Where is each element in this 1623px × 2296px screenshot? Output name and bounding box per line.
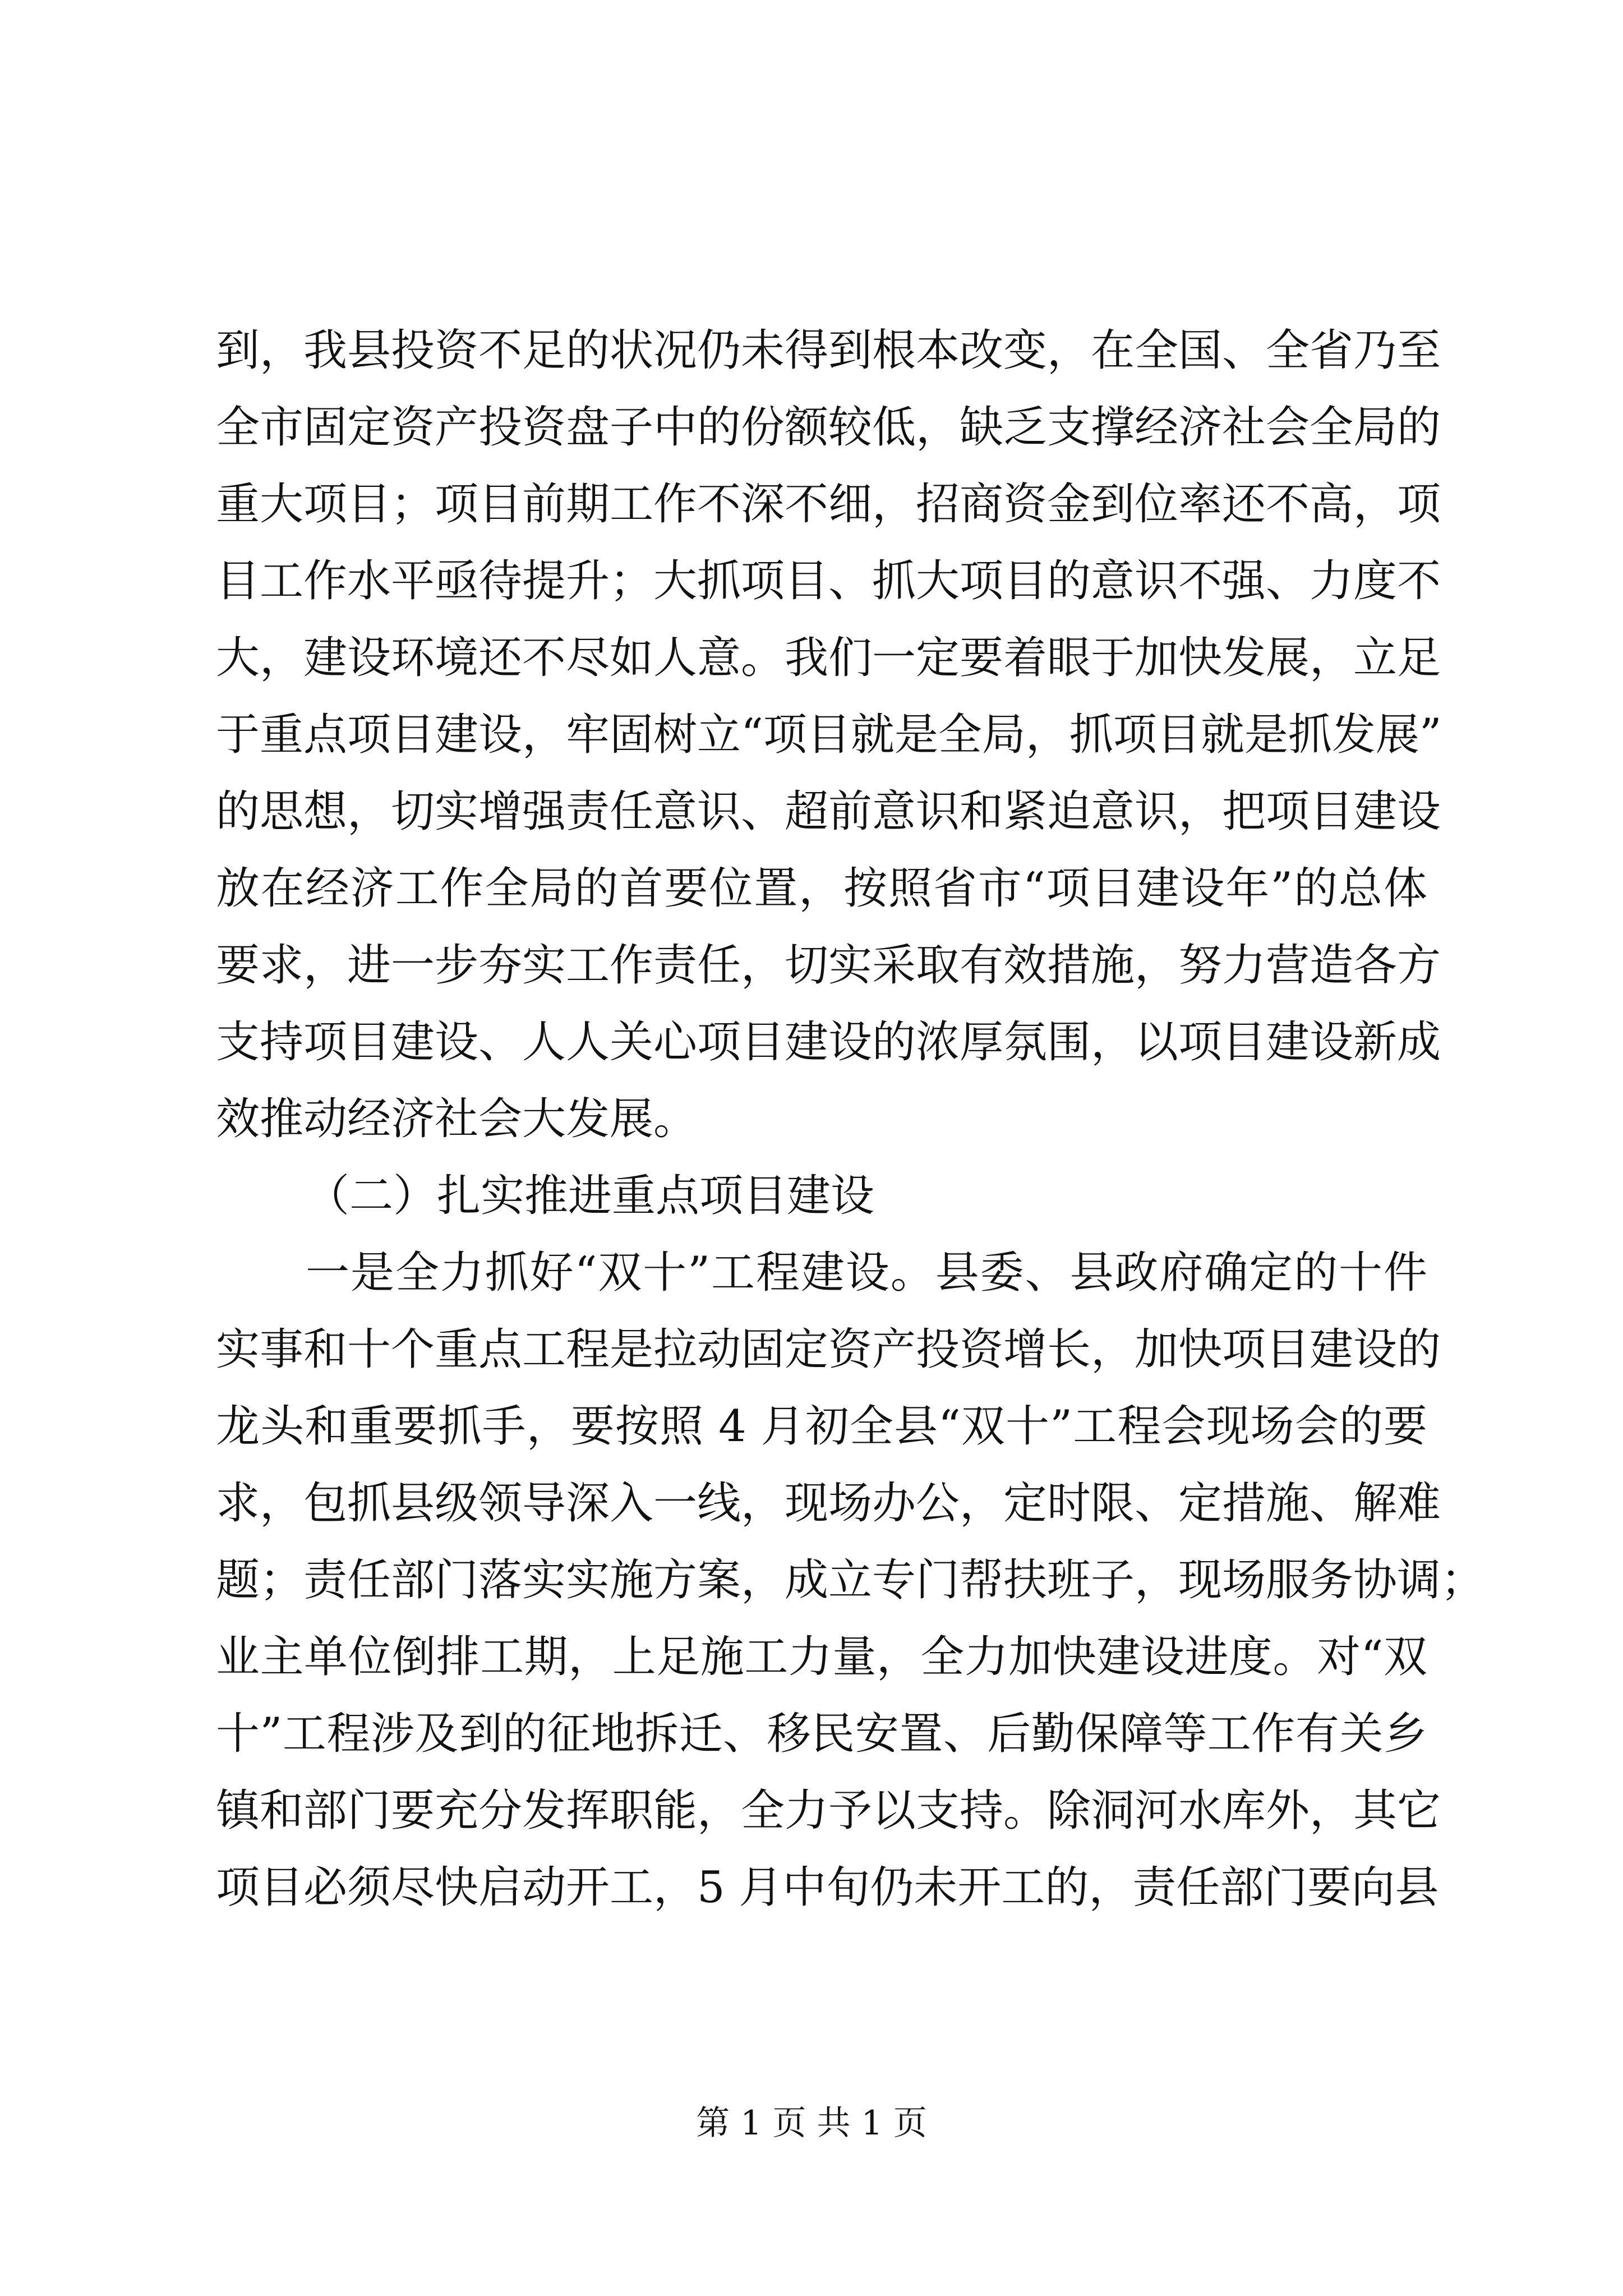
text-line-19: 十”工程涉及到的征地拆迁、移民安置、后勤保障等工作有关乡 — [216, 1709, 1427, 1759]
text-line-2: 全市固定资产投资盘子中的份额较低，缺乏支撑经济社会全局的 — [216, 402, 1441, 453]
text-line-16: 求，包抓县级领导深入一线，现场办公，定时限、定措施、解难 — [216, 1478, 1441, 1529]
text-line-6: 于重点项目建设，牢固树立“项目就是全局，抓项目就是抓发展” — [216, 710, 1442, 760]
text-line-5: 大，建设环境还不尽如人意。我们一定要着眼于加快发展，立足 — [216, 633, 1441, 683]
page-footer: 第 1 页 共 1 页 — [696, 2104, 927, 2143]
text-line-21: 项目必须尽快启动开工，5 月中旬仍未开工的，责任部门要向县 — [216, 1862, 1439, 1913]
text-line-17: 题；责任部门落实实施方案，成立专门帮扶班子，现场服务协调； — [216, 1555, 1485, 1605]
text-line-4: 目工作水平亟待提升；大抓项目、抓大项目的意识不强、力度不 — [216, 556, 1441, 606]
text-line-10: 支持项目建设、人人关心项目建设的浓厚氛围，以项目建设新成 — [216, 1017, 1441, 1068]
text-line-11: 效推动经济社会大发展。 — [216, 1094, 698, 1144]
text-line-9: 要求，进一步夯实工作责任，切实采取有效措施，努力营造各方 — [216, 940, 1441, 991]
text-line-13: 一是全力抓好“双十”工程建设。县委、县政府确定的十件 — [306, 1248, 1427, 1298]
text-line-8: 放在经济工作全局的首要位置，按照省市“项目建设年”的总体 — [216, 863, 1427, 914]
text-line-7: 的思想，切实增强责任意识、超前意识和紧迫意识，把项目建设 — [216, 786, 1441, 837]
text-line-3: 重大项目；项目前期工作不深不细，招商资金到位率还不高，项 — [216, 479, 1441, 530]
text-line-15: 龙头和重要抓手，要按照 4 月初全县“双十”工程会现场会的要 — [216, 1401, 1427, 1452]
text-line-18: 业主单位倒排工期，上足施工力量，全力加快建设进度。对“双 — [216, 1632, 1427, 1682]
text-line-1: 到，我县投资不足的状况仍未得到根本改变，在全国、全省乃至 — [216, 325, 1441, 376]
text-line-20: 镇和部门要充分发挥职能，全力予以支持。除洞河水库外，其它 — [216, 1786, 1441, 1836]
section-heading: （二）扎实推进重点项目建设 — [306, 1171, 875, 1221]
text-line-14: 实事和十个重点工程是拉动固定资产投资增长，加快项目建设的 — [216, 1324, 1441, 1375]
